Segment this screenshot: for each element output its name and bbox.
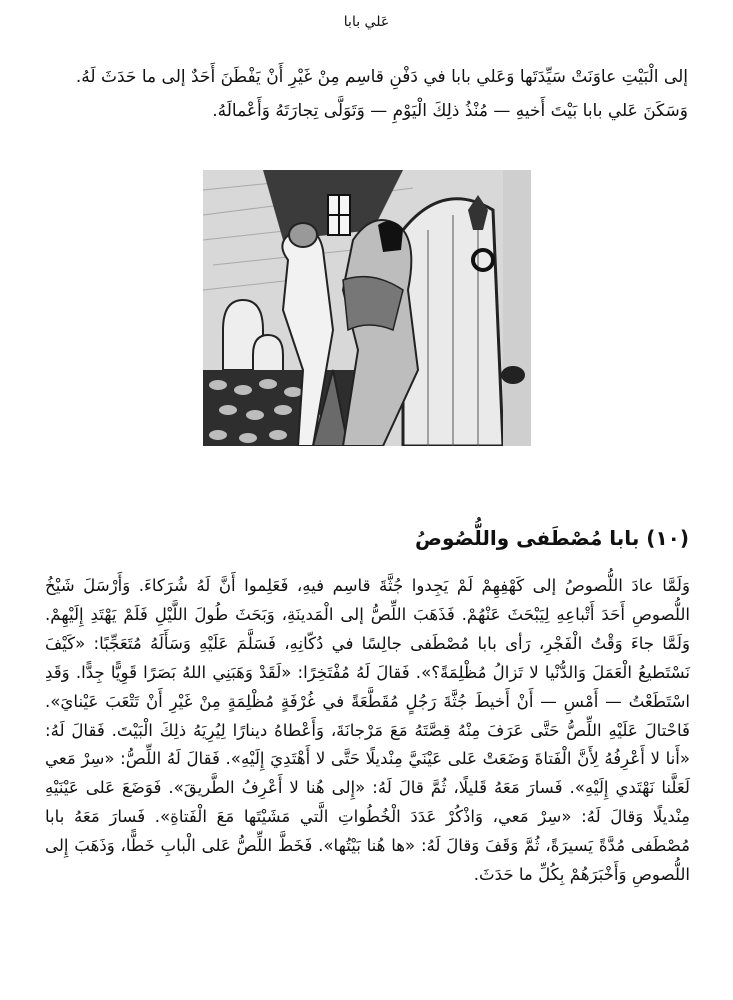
body-text <box>45 572 690 890</box>
intro-text <box>48 60 688 128</box>
running-header: عَلي بابا <box>343 14 390 30</box>
intro-line: إلى الْبَيْتِ عاوَنَتْ سَيِّدَتَها وَعَلي بابا في دَفْنِ قاسِم مِنْ غَيْرِ أَنْ يَفْطَنَ أَحَدٌ إلى ما حَدَثَ لَهُ. <box>75 67 688 87</box>
illustration-image <box>203 170 531 446</box>
body-paragraph: وَلَمَّا عادَ اللُّصوصُ إلى كَهْفِهِمْ لَمْ يَجِدوا جُثَّةَ قاسِم فيهِ، فَعَلِموا أَنَّ لَهُ شُرَكاءَ. وَأَرْسَلَ شَيْخُ اللُّصوصِ أَحَدَ أَتْباعِهِ لِيَبْحَثَ عَنْهُمْ. فَذَهَبَ اللِّصُّ إلى الْمَدينَةِ، وَبَحَثَ طُولَ اللَّيْلِ فَلَمْ يَهْتَدِ إِلَيْهِمْ. وَلَمَّا جاءَ وَقْتُ الْفَجْرِ، رَأى بابا مُصْطَفى جالِسًا في دُكّانِهِ، فَسَلَّمَ عَلَيْهِ وَسَأَلَهُ مُتَعَجِّبًا: «كَيْفَ نَسْتَطيعُ الْعَمَلَ وَالدُّنْيا لا تَزالُ مُظْلِمَةً؟». فَقالَ لَهُ مُفْتَخِرًا: «لَقَدْ وَهَبَنِي اللهُ بَصَرًا قَوِيًّا جِدًّا. وَقَدِ اسْتَطَعْتُ — أَمْسِ — أَنْ أَخيطَ جُثَّةَ رَجُلٍ مُقَطَّعَةً في غُرْفَةٍ مُظْلِمَةٍ مِنْ غَيْرِ أَنْ تَتْعَبَ عَيْنايَ». فَاحْتالَ عَلَيْهِ اللِّصُّ حَتَّى عَرَفَ مِنْهُ قِصَّتَهُ مَعَ مَرْجانَةَ، وَأَعْطاهُ دينارًا لِيُرِيَهُ ذلِكَ الْبَيْتَ. فَقالَ لَهُ: «أَنا لا أَعْرِفُهُ لِأَنَّ الْفَتاةَ وَضَعَتْ عَلى عَيْنَيَّ مِنْديلًا حَتَّى لا أَهْتَدِيَ إِلَيْهِ». فَقالَ لَهُ اللِّصُّ: «سِرْ مَعي لَعَلَّنا نَهْتَدي إِلَيْهِ». فَسارَ مَعَهُ قَليلًا، ثُمَّ قالَ لَهُ: «إِلى هُنا لا أَعْرِفُ الطَّريقَ». فَوَضَعَ عَلى عَيْنَيْهِ مِنْديلًا وَقالَ لَهُ: «سِرْ مَعي، وَاذْكُرْ عَدَدَ الْخُطُواتِ الَّتي مَشَيْتَها مَعَ الْفَتاةِ». فَسارَ مَعَهُ بابا مُصْطَفى مُدَّةً يَسيرَةً، ثُمَّ وَقَفَ وَقالَ لَهُ: «ها هُنا بَيْتُها». فَخَطَّ اللِّصُّ عَلى الْبابِ خَطًّا، وَذَهَبَ إِلى اللُّصوصِ وَأَخْبَرَهُمْ بِكُلِّ ما حَدَثَ. <box>45 576 690 885</box>
intro-line: وَسَكَنَ عَلي بابا بَيْتَ أَخيهِ — مُنْذُ ذلِكَ الْيَوْمِ — وَتَوَلَّى تِجارَتَهُ وَأَعْمالَهُ. <box>212 101 688 121</box>
section-title: (١٠) بابا مُصْطَفى واللُّصُوصُ <box>415 526 689 550</box>
